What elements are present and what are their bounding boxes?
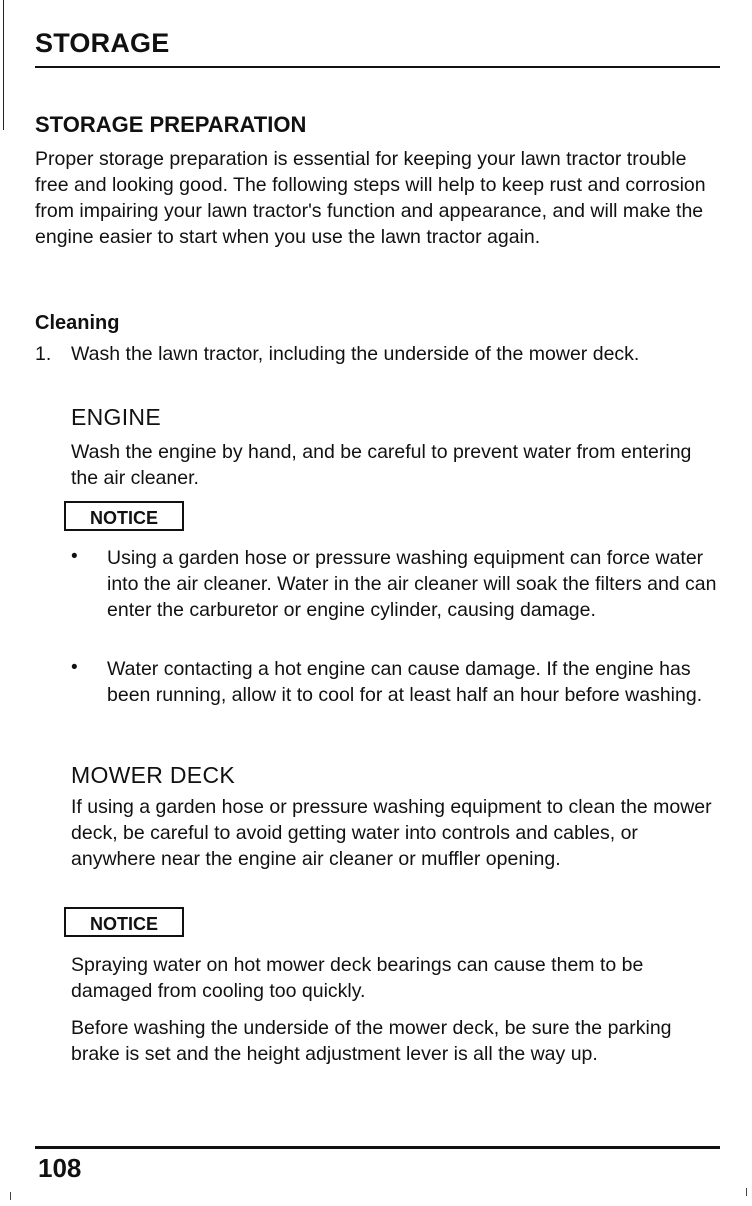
step-number: 1. bbox=[35, 343, 52, 365]
spray-warning-paragraph: Spraying water on hot mower deck bearings can cause them to be damaged from cooling too quickly. bbox=[71, 954, 644, 1002]
before-washing-paragraph: Before washing the underside of the mower deck, be sure the parking brake is set and the height adjustment lever is all the way up. bbox=[71, 1017, 672, 1065]
engine-paragraph: Wash the engine by hand, and be careful to prevent water from entering the air cleaner. bbox=[71, 441, 692, 489]
bullet-item: Water contacting a hot engine can cause damage. If the engine has been running, allow it to cool for at least half an hour before washing. bbox=[107, 658, 703, 706]
bullet-icon: • bbox=[71, 657, 78, 678]
bullet-icon: • bbox=[71, 546, 78, 567]
intro-paragraph: Proper storage preparation is essential for keeping your lawn tractor trouble free and looking good. The following steps will help to keep rust and corrosion from impairing your lawn tractor's function and appearance, and will make the engine easier to start when you use the lawn tractor again. bbox=[35, 148, 706, 248]
step-text: Wash the lawn tractor, including the underside of the mower deck. bbox=[71, 343, 640, 365]
notice-box: NOTICE bbox=[64, 907, 184, 937]
notice-box: NOTICE bbox=[64, 501, 184, 531]
section-title: STORAGE PREPARATION bbox=[35, 112, 307, 137]
bullet-item: Using a garden hose or pressure washing equipment can force water into the air cleaner. Water in the air cleaner will soak the filters and can enter the carburetor or engine cylinder, causing damage. bbox=[107, 547, 717, 621]
margin-line bbox=[3, 0, 4, 130]
mower-deck-paragraph: If using a garden hose or pressure washing equipment to clean the mower deck, be careful to avoid getting water into controls and cables, or anywhere near the engine air cleaner or muffler opening. bbox=[71, 796, 712, 870]
page-header-title: STORAGE bbox=[35, 28, 170, 58]
mower-deck-heading: MOWER DECK bbox=[71, 762, 235, 788]
header-divider bbox=[35, 66, 720, 68]
cleaning-heading: Cleaning bbox=[35, 312, 120, 334]
scan-tick-mark bbox=[746, 1188, 747, 1196]
scan-tick-mark bbox=[10, 1192, 11, 1200]
footer-divider bbox=[35, 1146, 720, 1149]
page-number: 108 bbox=[38, 1153, 82, 1183]
engine-heading: ENGINE bbox=[71, 404, 161, 430]
